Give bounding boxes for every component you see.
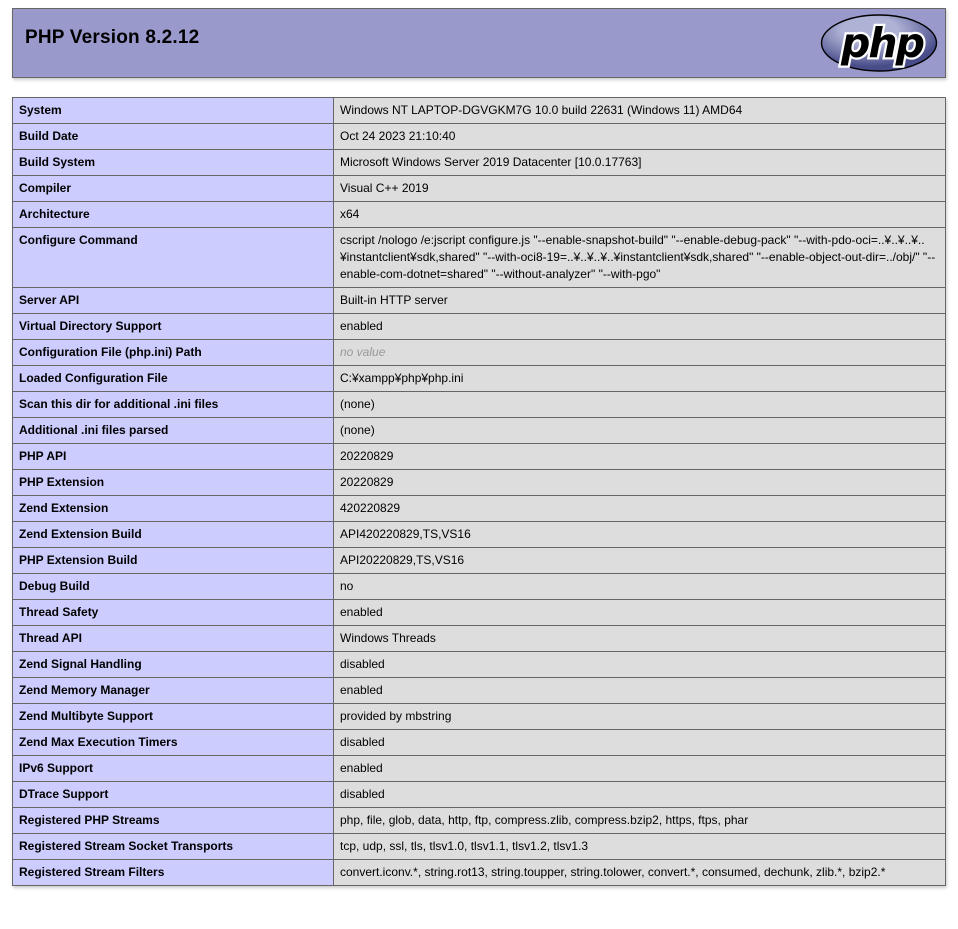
- table-row: [13, 808, 946, 834]
- row-value: no: [334, 574, 946, 600]
- row-label: Zend Multibyte Support: [13, 704, 334, 730]
- row-value: provided by mbstring: [334, 704, 946, 730]
- row-value: Oct 24 2023 21:10:40: [334, 124, 946, 150]
- row-label: Architecture: [13, 202, 334, 228]
- row-value: 420220829: [334, 496, 946, 522]
- row-value: no value: [334, 340, 946, 366]
- row-value: disabled: [334, 730, 946, 756]
- row-label: Zend Max Execution Timers: [13, 730, 334, 756]
- row-value: enabled: [334, 600, 946, 626]
- table-row: [13, 314, 946, 340]
- table-row: [13, 834, 946, 860]
- row-label: Zend Extension: [13, 496, 334, 522]
- table-row: [13, 782, 946, 808]
- table-row: [13, 756, 946, 782]
- header: [12, 8, 946, 78]
- row-value: API20220829,TS,VS16: [334, 548, 946, 574]
- page: [12, 0, 946, 886]
- table-row: [13, 176, 946, 202]
- row-value: disabled: [334, 782, 946, 808]
- row-label: Compiler: [13, 176, 334, 202]
- table-row: [13, 548, 946, 574]
- row-label: Loaded Configuration File: [13, 366, 334, 392]
- table-row: [13, 418, 946, 444]
- row-label: Build Date: [13, 124, 334, 150]
- row-value: 20220829: [334, 470, 946, 496]
- row-label: Zend Memory Manager: [13, 678, 334, 704]
- row-value: enabled: [334, 678, 946, 704]
- row-label: PHP Extension: [13, 470, 334, 496]
- table-row: [13, 600, 946, 626]
- table-row: [13, 626, 946, 652]
- row-value: (none): [334, 392, 946, 418]
- row-label: Thread Safety: [13, 600, 334, 626]
- table-row: [13, 124, 946, 150]
- table-row: [13, 678, 946, 704]
- table-row: [13, 228, 946, 288]
- row-label: Configuration File (php.ini) Path: [13, 340, 334, 366]
- row-value: Visual C++ 2019: [334, 176, 946, 202]
- header-row: [13, 9, 946, 78]
- row-value: php, file, glob, data, http, ftp, compress.zlib, compress.bzip2, https, ftps, phar: [334, 808, 946, 834]
- row-label: Registered Stream Filters: [13, 860, 334, 886]
- row-label: Thread API: [13, 626, 334, 652]
- row-label: Additional .ini files parsed: [13, 418, 334, 444]
- table-row: [13, 860, 946, 886]
- row-value: API420220829,TS,VS16: [334, 522, 946, 548]
- row-value: enabled: [334, 756, 946, 782]
- row-value: Windows NT LAPTOP-DGVGKM7G 10.0 build 22631 (Windows 11) AMD64: [334, 98, 946, 124]
- row-value: Windows Threads: [334, 626, 946, 652]
- table-row: [13, 470, 946, 496]
- table-row: [13, 574, 946, 600]
- php-logo-text: php: [841, 19, 923, 67]
- table-row: [13, 652, 946, 678]
- table-row: [13, 730, 946, 756]
- table-row: [13, 340, 946, 366]
- table-row: [13, 150, 946, 176]
- header-cell: [13, 9, 946, 78]
- row-label: Registered Stream Socket Transports: [13, 834, 334, 860]
- table-row: [13, 366, 946, 392]
- row-label: DTrace Support: [13, 782, 334, 808]
- table-row: [13, 522, 946, 548]
- row-value: tcp, udp, ssl, tls, tlsv1.0, tlsv1.1, tlsv1.2, tlsv1.3: [334, 834, 946, 860]
- row-label: Configure Command: [13, 228, 334, 288]
- table-row: [13, 444, 946, 470]
- info-table-body: [13, 98, 946, 886]
- row-label: Virtual Directory Support: [13, 314, 334, 340]
- php-logo-link[interactable]: [820, 14, 938, 72]
- row-label: Debug Build: [13, 574, 334, 600]
- row-label: IPv6 Support: [13, 756, 334, 782]
- php-info-table: [12, 97, 946, 886]
- table-row: [13, 288, 946, 314]
- row-value: 20220829: [334, 444, 946, 470]
- table-row: [13, 496, 946, 522]
- row-label: Zend Signal Handling: [13, 652, 334, 678]
- row-value: convert.iconv.*, string.rot13, string.toupper, string.tolower, convert.*, consumed, dechunk, zlib.*, bzip2.*: [334, 860, 946, 886]
- row-label: PHP API: [13, 444, 334, 470]
- page-title: PHP Version 8.2.12: [25, 27, 200, 48]
- row-value: Built-in HTTP server: [334, 288, 946, 314]
- row-value: (none): [334, 418, 946, 444]
- row-label: Build System: [13, 150, 334, 176]
- table-row: [13, 98, 946, 124]
- row-label: System: [13, 98, 334, 124]
- row-value: disabled: [334, 652, 946, 678]
- row-value: x64: [334, 202, 946, 228]
- row-label: PHP Extension Build: [13, 548, 334, 574]
- row-label: Scan this dir for additional .ini files: [13, 392, 334, 418]
- row-value: Microsoft Windows Server 2019 Datacenter [10.0.17763]: [334, 150, 946, 176]
- row-label: Zend Extension Build: [13, 522, 334, 548]
- row-value: enabled: [334, 314, 946, 340]
- row-value: C:¥xampp¥php¥php.ini: [334, 366, 946, 392]
- table-row: [13, 392, 946, 418]
- row-label: Registered PHP Streams: [13, 808, 334, 834]
- row-value: cscript /nologo /e:jscript configure.js "--enable-snapshot-build" "--enable-debug-pack" "--with-pdo-oci=..¥..¥..¥..¥instantclient¥sdk,shared" "--with-oci8-19=..¥..¥..¥..¥instantclient¥sdk,shared" "--enable-object-out-dir=../obj/" "--enable-com-dotnet=shared" "--without-analyzer" "--with-pgo": [334, 228, 946, 288]
- php-logo-icon: [820, 14, 938, 72]
- table-row: [13, 202, 946, 228]
- table-row: [13, 704, 946, 730]
- row-label: Server API: [13, 288, 334, 314]
